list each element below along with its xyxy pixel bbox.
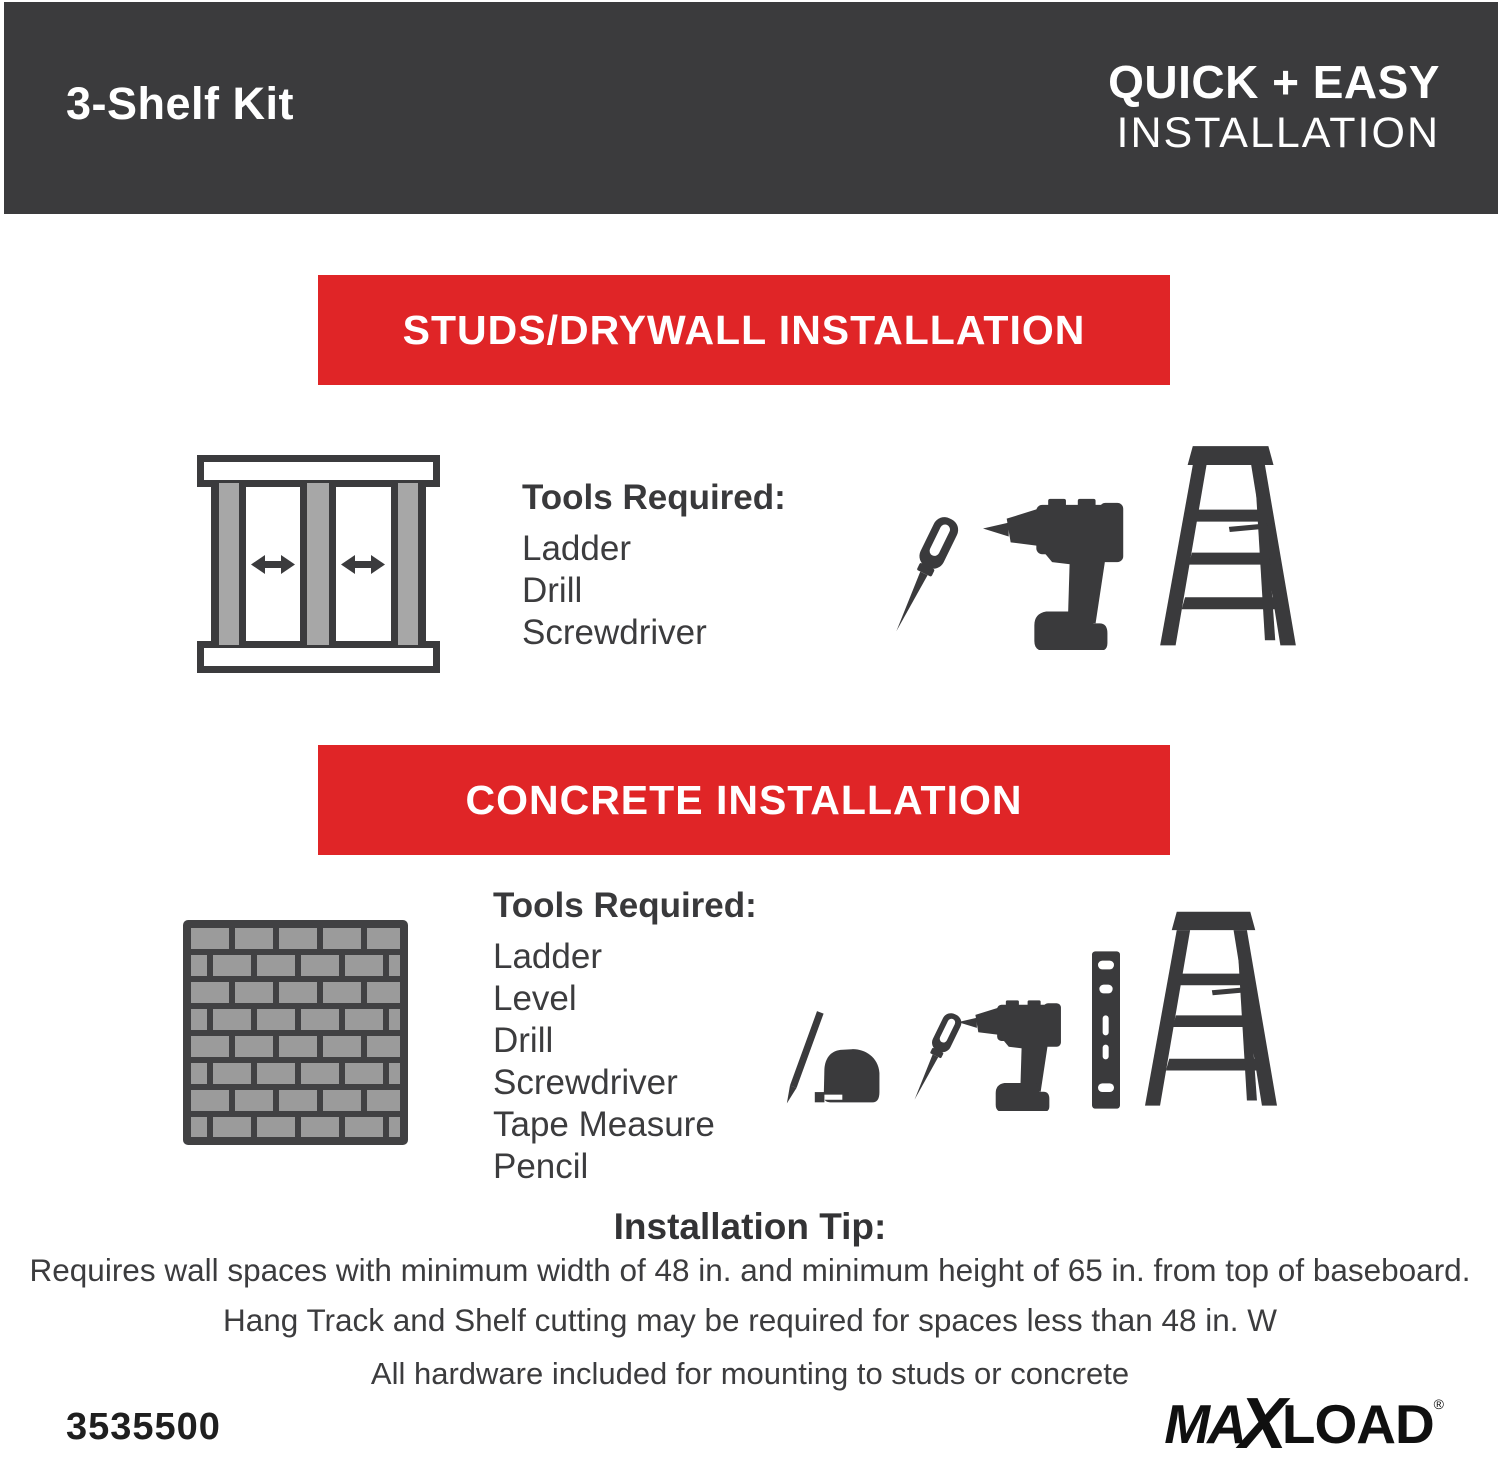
product-title: 3-Shelf Kit — [66, 78, 295, 129]
tool-item: Level — [493, 979, 577, 1018]
tool-item: Drill — [522, 571, 583, 610]
screwdriver-icon — [885, 505, 967, 645]
tool-item: Drill — [493, 1021, 554, 1060]
tool-item: Pencil — [493, 1147, 589, 1186]
ladder-icon — [1155, 440, 1301, 648]
hardware-note: All hardware included for mounting to studs or concrete — [370, 1356, 1130, 1391]
tool-item: Ladder — [493, 937, 602, 976]
ladder-icon — [1140, 902, 1282, 1112]
registered-mark: ® — [1433, 1396, 1444, 1412]
tagline-line1: QUICK + EASY — [1108, 56, 1440, 108]
header-tagline — [1108, 56, 1440, 158]
tool-item: Tape Measure — [493, 1105, 715, 1144]
tools-required-heading: Tools Required: — [493, 886, 757, 925]
tape-measure-icon — [808, 1046, 892, 1110]
tagline-line2: INSTALLATION — [1116, 109, 1440, 157]
installation-tip-line1: Requires wall spaces with minimum width of 48 in. and minimum height of 65 in. from top of baseboard. — [29, 1252, 1471, 1288]
installation-tip-heading: Installation Tip: — [613, 1206, 887, 1247]
installation-tip-line2: Hang Track and Shelf cutting may be required for spaces less than 48 in. W — [222, 1302, 1278, 1338]
brand-text-x: X — [1238, 1384, 1287, 1464]
model-number: 3535500 — [66, 1406, 221, 1448]
tool-item: Ladder — [522, 529, 631, 568]
tool-item: Screwdriver — [493, 1063, 678, 1102]
brick-wall-icon — [183, 920, 408, 1145]
drill-icon — [958, 997, 1074, 1111]
concrete-tools-list — [493, 886, 757, 1188]
concrete-banner: CONCRETE INSTALLATION — [318, 745, 1170, 855]
brand-text-load: LOAD — [1281, 1393, 1434, 1455]
studs-tools-list — [522, 478, 786, 654]
maxload-logo — [1164, 1384, 1444, 1464]
level-icon — [1086, 950, 1126, 1110]
header-banner — [4, 2, 1498, 214]
tool-item: Screwdriver — [522, 613, 707, 652]
stud-wall-icon — [197, 455, 440, 673]
studs-drywall-banner: STUDS/DRYWALL INSTALLATION — [318, 275, 1170, 385]
drill-icon — [983, 494, 1141, 650]
brand-text-ma: MA — [1164, 1393, 1244, 1455]
tools-required-heading: Tools Required: — [522, 478, 786, 517]
